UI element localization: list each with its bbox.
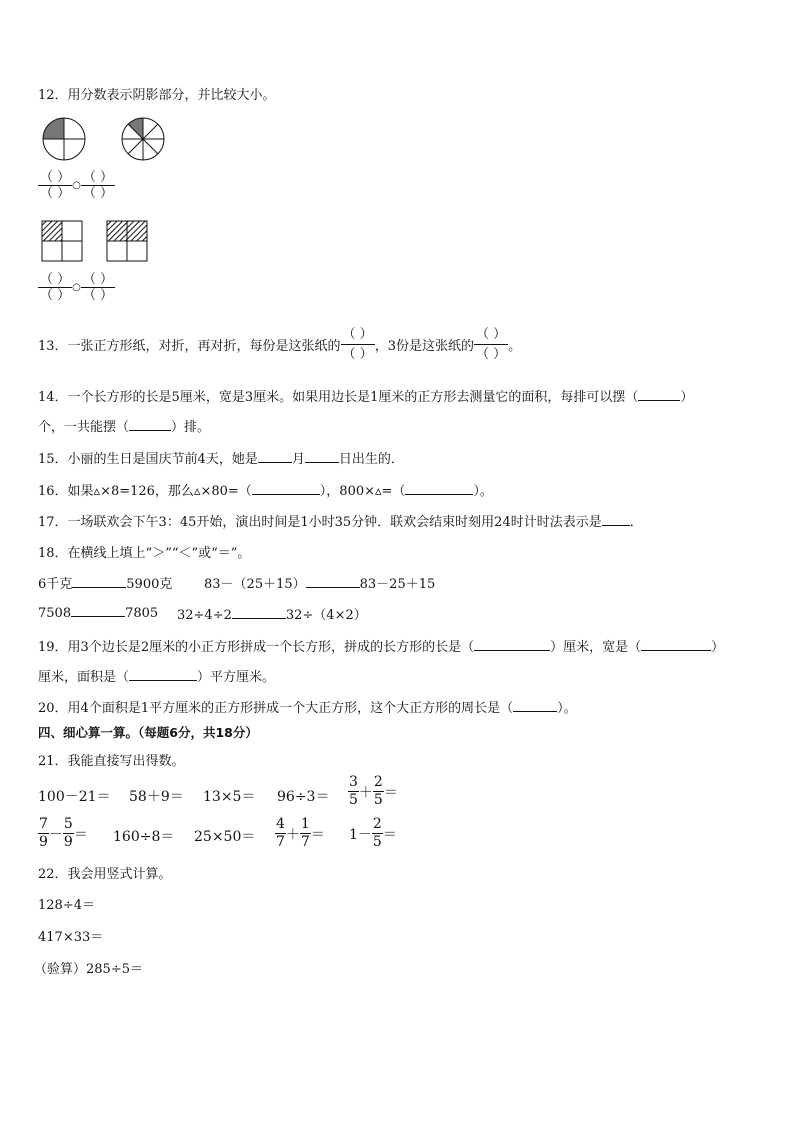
q12-compare-row-2 [38,272,115,303]
answer-fraction[interactable]: $\frac{( )}{( )}$ [475,327,507,362]
answer-fraction[interactable]: $\frac{( )}{( )}$ [40,272,71,303]
q21-expr-6: 7 9 － 5 9 ＝ [39,816,88,850]
q22-problem-3: （验算）285÷5＝ [34,962,143,977]
q12-compare-row-1 [38,170,115,201]
q19-line-2: 厘米，面积是（ ）平方厘米。 [38,670,276,685]
q21-expr-3: 13×5＝ [203,789,256,805]
q13-text: ，3份是这张纸的 [374,339,474,354]
compare-circle[interactable]: ○ [72,180,81,191]
q13-text: 。 [508,339,522,354]
q18-row-1: 6千克 5900克 [38,577,173,592]
q21-expr-8: 25×50＝ [194,829,256,845]
q18-title: 18．在横线上填上“＞”“＜”或“＝”。 [38,546,251,561]
q13 [38,325,521,364]
q21-expr-7: 160÷8＝ [113,829,175,845]
q18-row-2b: 32÷4÷2 32÷（4×2） [177,608,367,623]
half-square-figure [106,220,148,262]
q15: 15．小丽的生日是国庆节前4天，她是 月 日出生的． [38,452,404,467]
answer-blank[interactable] [641,638,711,651]
q16: 16．如果▵×8=126，那么▵×80=（ ），800×▵=（ ）。 [38,484,493,499]
q21-expr-2: 58＋9＝ [129,789,184,805]
answer-blank[interactable] [232,606,286,619]
q14-line-2: 个，一共能摆（ ）排。 [38,420,211,435]
q21-expr-1: 100－21＝ [38,789,111,805]
q19-line-1: 19．用3个边长是2厘米的小正方形拼成一个长方形，拼成的长方形的长是（ ）厘米，宽是（ ） [38,640,725,655]
answer-blank[interactable] [71,604,125,617]
q21-expr-9: 4 7 ＋ 1 7 ＝ [276,816,325,850]
answer-blank[interactable] [602,513,630,526]
q13-text: 13．一张正方形纸，对折，再对折，每份是这张纸的 [38,339,341,354]
answer-blank[interactable] [305,450,339,463]
q22-title: 22．我会用竖式计算。 [38,867,172,882]
answer-blank[interactable] [405,482,473,495]
q18-row-2: 7508 7805 [38,606,159,621]
q20: 20．用4个面积是1平方厘米的正方形拼成一个大正方形，这个大正方形的周长是（ ）。 [38,701,577,716]
q21-expr-5: 3 5 ＋ 2 5 ＝ [349,774,398,808]
q14-line-1: 14．一个长方形的长是5厘米，宽是3厘米。如果用边长是1厘米的正方形去测量它的面积，每排可以摆（ ） [38,390,694,405]
q21-expr-4: 96÷3＝ [277,789,330,805]
section-4-heading: 四、细心算一算。（每题6分，共18分） [38,725,258,740]
answer-blank[interactable] [258,450,292,463]
quarter-square-figure [41,220,83,262]
eighth-circle-figure [120,116,166,162]
answer-blank[interactable] [306,575,360,588]
q21-title: 21．我能直接写出得数。 [38,754,185,769]
answer-fraction[interactable]: $\frac{( )}{( )}$ [82,170,114,201]
quarter-circle-figure [41,116,87,162]
answer-blank[interactable] [129,418,171,431]
q22-problem-2: 417×33＝ [38,930,104,945]
answer-fraction[interactable]: $\frac{( )}{( )}$ [342,327,373,362]
answer-fraction[interactable]: $\frac{( )}{( )}$ [40,170,71,201]
q18-row-1b: 83－（25＋15） 83－25＋15 [204,577,436,592]
answer-blank[interactable] [638,388,680,401]
q22-problem-1: 128÷4＝ [38,898,95,913]
q21-expr-10: 1－ 2 5 ＝ [349,816,397,850]
q12-title: 12．用分数表示阴影部分，并比较大小。 [38,88,276,103]
answer-blank[interactable] [129,668,197,681]
q17: 17．一场联欢会下午3：45开始，演出时间是1小时35分钟．联欢会结束时刻用24时计时法表示是 ． [38,515,643,530]
answer-fraction[interactable]: $\frac{( )}{( )}$ [82,272,114,303]
compare-circle[interactable]: ○ [72,282,81,293]
answer-blank[interactable] [252,482,320,495]
answer-blank[interactable] [474,638,550,651]
answer-blank[interactable] [72,575,126,588]
answer-blank[interactable] [513,699,557,712]
